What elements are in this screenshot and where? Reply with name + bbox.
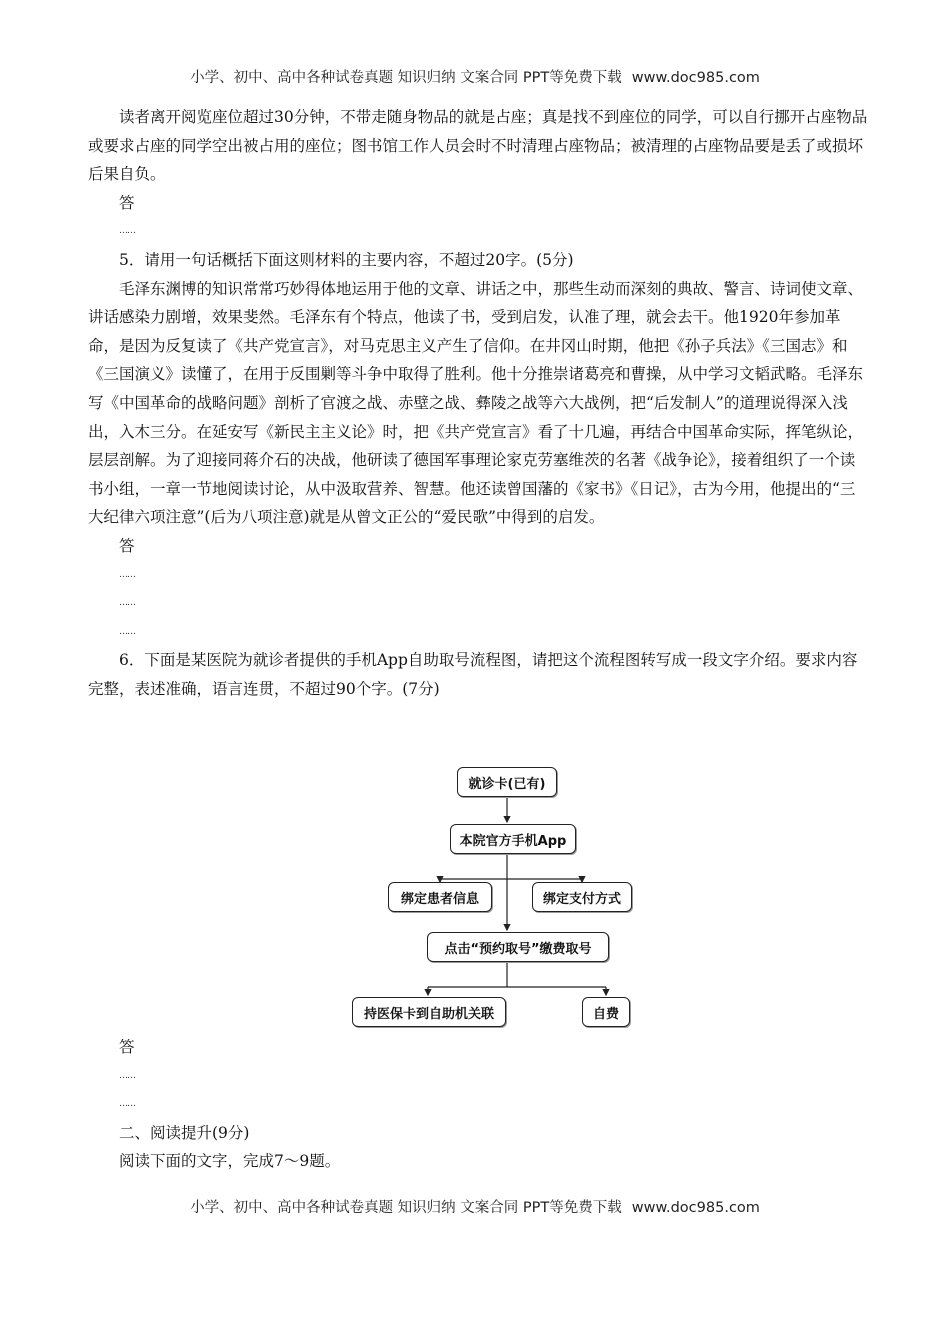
page-footer [0,1196,950,1217]
intro-paragraph: 读者离开阅览座位超过30分钟，不带走随身物品的就是占座；真是找不到座位的同学，可以自行挪开占座物品或要求占座的同学空出被占用的座位；图书馆工作人员会时不时清理占座物品；被清理的占座物品要是丢了或损坏后果自负。 [88,108,868,184]
flow-node-bind-patient: 绑定患者信息 [388,882,492,912]
page-header [0,66,950,87]
answer-blank[interactable]: …… [119,226,135,237]
flowchart [350,765,640,1030]
footer-text: 小学、初中、高中各种试卷真题 知识归纳 文案合同 PPT等免费下载 [190,1200,622,1216]
answer-blank[interactable]: …… [119,569,135,580]
flow-node-self-pay: 自费 [582,997,630,1027]
answer-label: 答 [119,1038,135,1056]
answer-blank[interactable]: …… [119,626,135,637]
header-text: 小学、初中、高中各种试卷真题 知识归纳 文案合同 PPT等免费下载 [190,70,622,86]
question-6: 6．下面是某医院为就诊者提供的手机App自助取号流程图，请把这个流程图转写成一段文字介绍。要求内容完整，表述准确，语言连贯，不超过90个字。(7分) [88,651,858,698]
answer-label: 答 [119,536,135,555]
flow-node-click-booking: 点击“预约取号”缴费取号 [427,932,609,962]
q5-material: 毛泽东渊博的知识常常巧妙得体地运用于他的文章、讲话之中，那些生动而深刻的典故、警言、诗词使文章、讲话感染力剧增，效果斐然。毛泽东有个特点，他读了书，受到启发，认准了理，就会去干。他1920年参加革命，是因为反复读了《共产党宣言》，对马克思主义产生了信仰。在井冈山时期，他把《孙子兵法》《三国志》和《三国演义》读懂了，在用于反围剿等斗争中取得了胜利。他十分推崇诸葛亮和曹操，从中学习文韬武略。毛泽东写《中国革命的战略问题》剖析了官渡之战、赤壁之战、彝陵之战等六大战例，把“后发制人”的道理说得深入浅出，入木三分。在延安写《新民主主义论》时，把《共产党宣言》看了十几遍，再结合中国革命实际，挥笔纵论，层层剖解。为了迎接同蒋介石的决战，他研读了德国军事理论家克劳塞维茨的名著《战争论》，接着组织了一个读书小组，一章一节地阅读讨论，从中汲取营养、智慧。他还读曾国藩的《家书》《日记》，古为今用，他提出的“三大纪律六项注意”(后为八项注意)就是从曾文正公的“爱民歌”中得到的启发。 [88,279,864,527]
answer-blank[interactable]: …… [119,598,135,609]
flow-node-insurance: 持医保卡到自助机关联 [352,997,506,1027]
footer-url[interactable]: www.doc985.com [631,1200,760,1216]
answer-blank[interactable]: …… [119,1070,135,1081]
question-5: 5．请用一句话概括下面这则材料的主要内容，不超过20字。(5分) [119,250,574,269]
answer-label: 答 [119,193,135,212]
flow-node-card: 就诊卡(已有) [457,767,557,797]
header-url[interactable]: www.doc985.com [631,70,760,86]
section-instruction: 阅读下面的文字，完成7～9题。 [119,1152,341,1171]
section-title: 二、阅读提升(9分) [119,1123,250,1142]
flow-node-bind-payment: 绑定支付方式 [532,882,632,912]
lower-content [88,1033,868,1176]
answer-blank[interactable]: …… [119,1099,135,1110]
flow-node-app: 本院官方手机App [450,824,576,854]
main-content [88,103,868,703]
